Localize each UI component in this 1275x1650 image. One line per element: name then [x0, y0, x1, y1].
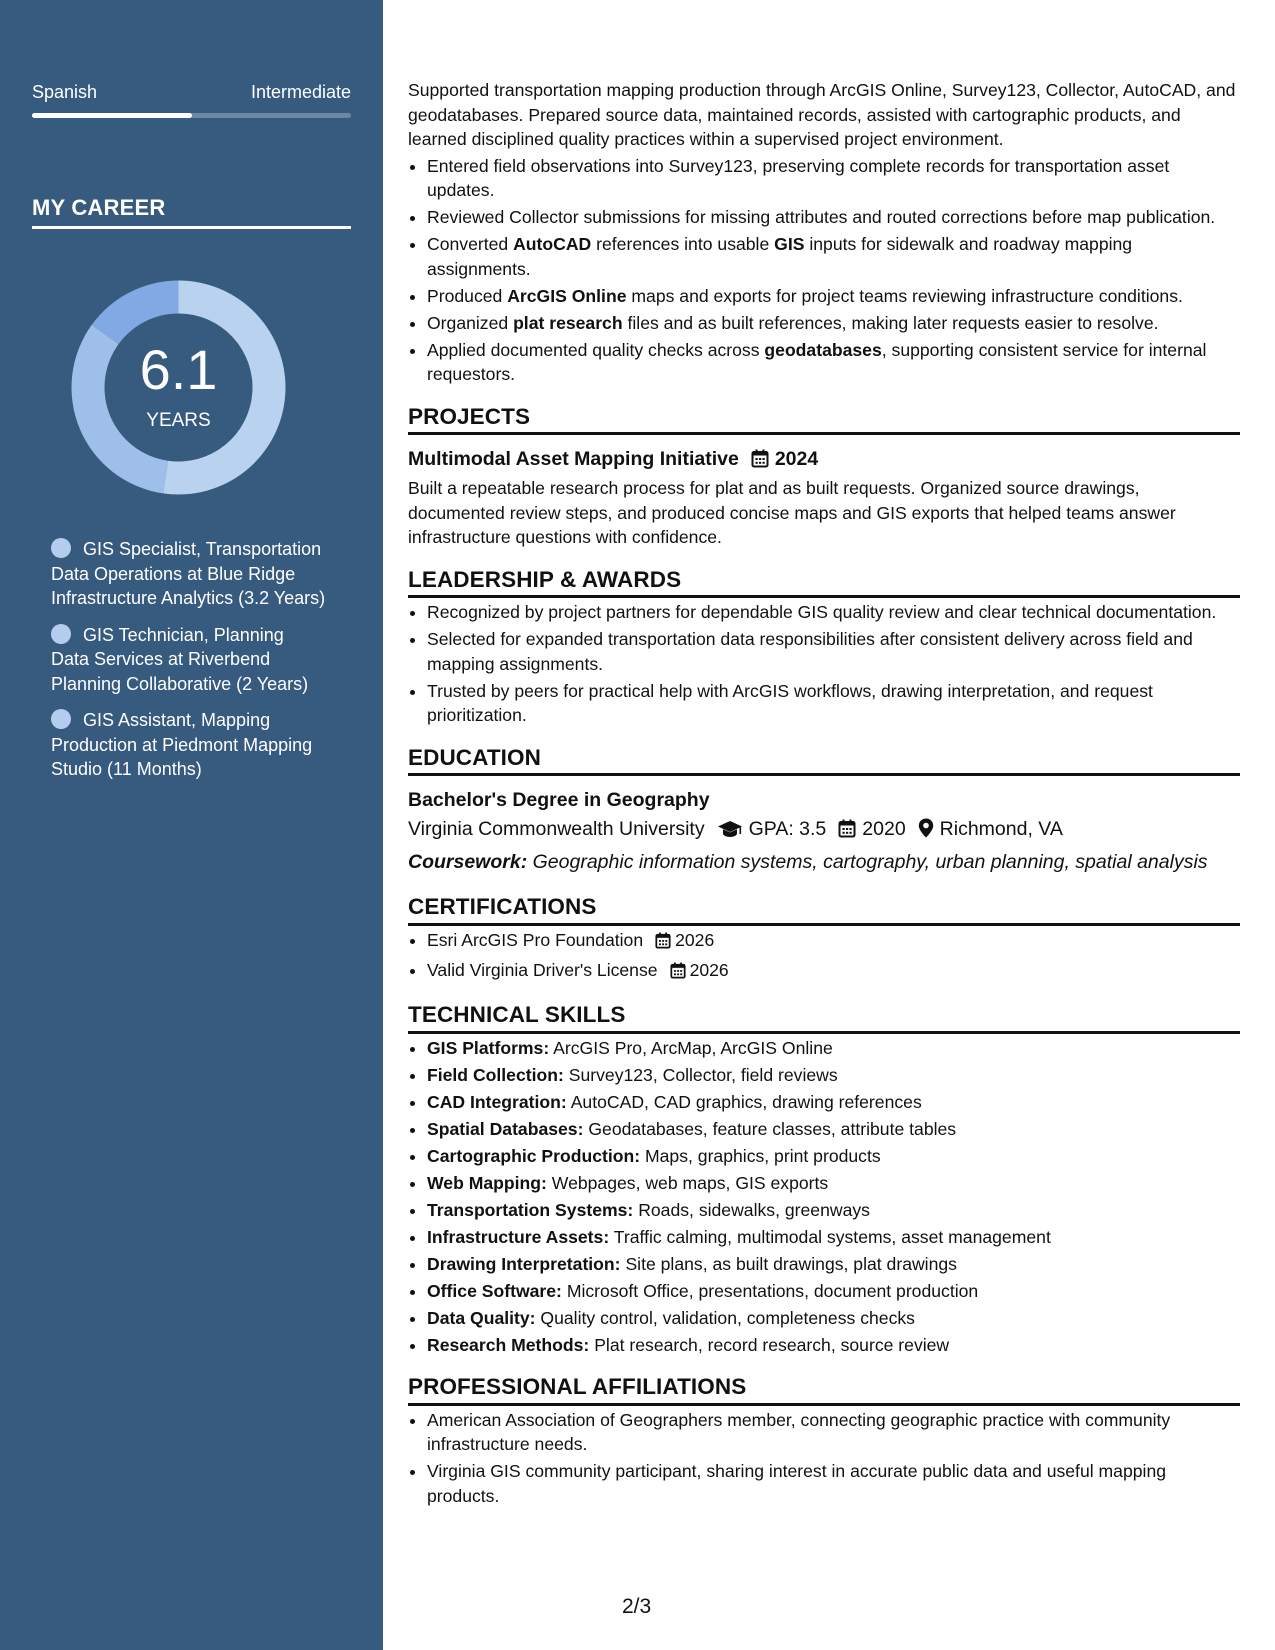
skill-label: Office Software:: [427, 1280, 562, 1301]
career-dot-icon: [51, 538, 71, 558]
career-item-text: GIS Specialist, Transportation Data Operations at Blue Ridge Infrastructure Analytics (3.2 Years): [51, 539, 326, 608]
bullet-keyword: AutoCAD: [513, 234, 592, 254]
skill-label: Infrastructure Assets:: [427, 1226, 610, 1247]
school-location: Richmond, VA: [939, 818, 1063, 840]
gpa: GPA: 3.5: [748, 818, 827, 840]
certification-item: [427, 928, 1240, 956]
skills-title: TECHNICAL SKILLS: [408, 1003, 1240, 1034]
leadership-section: [408, 568, 1240, 728]
education-section: [408, 746, 1240, 878]
main-content: [408, 78, 1240, 1511]
experience-bullet: [427, 205, 1240, 230]
skill-item: [427, 1306, 1240, 1331]
career-dot-icon: [51, 624, 71, 644]
experience-section: [408, 78, 1240, 387]
projects-section: [408, 405, 1240, 550]
skills-section: [408, 1003, 1240, 1357]
skill-label: Spatial Databases:: [427, 1118, 584, 1139]
bullet-text: Produced: [427, 285, 508, 306]
career-item-text: GIS Assistant, Mapping Production at Piedmont Mapping Studio (11 Months): [51, 710, 313, 779]
affiliations-title: PROFESSIONAL AFFILIATIONS: [408, 1375, 1240, 1406]
bullet-keyword: ArcGIS Online: [507, 285, 627, 306]
bullet-text: , supporting consistent service for internal requestors.: [427, 339, 1207, 384]
bullet-text: maps and exports for project teams reviewing infrastructure conditions.: [626, 285, 1183, 306]
leadership-title: LEADERSHIP & AWARDS: [408, 568, 1240, 599]
certification-name: Esri ArcGIS Pro Foundation: [427, 929, 644, 950]
coursework-text: Geographic information systems, cartography, urban planning, spatial analysis: [532, 851, 1208, 873]
experience-bullet: [427, 154, 1240, 203]
project-name: Multimodal Asset Mapping Initiative: [408, 448, 739, 470]
skill-item: [427, 1090, 1240, 1115]
experience-bullet: [427, 284, 1240, 309]
experience-bullets: [408, 154, 1240, 387]
skill-item: [427, 1198, 1240, 1223]
bullet-keyword: geodatabases: [764, 339, 882, 360]
location-pin-icon: [918, 817, 934, 847]
experience-bullet: [427, 338, 1240, 387]
skill-label: GIS Platforms:: [427, 1037, 550, 1058]
calendar-icon: [655, 931, 671, 956]
skill-label: Data Quality:: [427, 1307, 536, 1328]
affiliation-item: • American Association of Geographers member, connecting geographic practice with community infrastructure needs.: [427, 1408, 1240, 1457]
skill-value: Geodatabases, feature classes, attribute tables: [588, 1118, 957, 1139]
total-experience-value: 6.1: [139, 338, 218, 401]
skill-label: Drawing Interpretation:: [427, 1253, 621, 1274]
education-title: EDUCATION: [408, 746, 1240, 777]
skill-value: Microsoft Office, presentations, document production: [566, 1280, 979, 1301]
leadership-item: • Trusted by peers for practical help with ArcGIS workflows, drawing interpretation, and request prioritization.: [427, 679, 1240, 728]
bullet-keyword: GIS: [774, 234, 805, 254]
skill-value: Survey123, Collector, field reviews: [568, 1064, 838, 1085]
experience-bullet: [427, 311, 1240, 336]
skill-item: [427, 1252, 1240, 1277]
projects-title: PROJECTS: [408, 405, 1240, 436]
skill-item: [427, 1333, 1240, 1358]
certifications-section: [408, 895, 1240, 985]
career-item: [51, 708, 326, 782]
language-level: Intermediate: [250, 82, 351, 102]
experience-summary: Supported transportation mapping production through ArcGIS Online, Survey123, Collector, AutoCAD, and geodatabases. Prepared source data, maintained records, assisted with cartographic products, and learned disciplined quality practices within a supervised project environment.: [408, 80, 1236, 149]
career-item: [51, 623, 326, 697]
page-number: 2/3: [622, 1595, 652, 1618]
skill-value: Traffic calming, multimodal systems, asset management: [613, 1226, 1051, 1247]
skill-label: Cartographic Production:: [427, 1145, 641, 1166]
bullet-text: inputs for sidewalk and roadway mapping assignments.: [427, 234, 1133, 279]
skill-value: Roads, sidewalks, greenways: [638, 1199, 870, 1220]
career-section-title: MY CAREER: [32, 195, 166, 220]
skill-item: [427, 1063, 1240, 1088]
certifications-list: [408, 928, 1240, 986]
skill-value: Webpages, web maps, GIS exports: [551, 1172, 829, 1193]
school-name: Virginia Commonwealth University: [408, 818, 705, 840]
language-name: Spanish: [32, 82, 98, 102]
bullet-text: Converted: [427, 234, 514, 254]
skill-value: Site plans, as built drawings, plat drawings: [625, 1253, 957, 1274]
skill-item: [427, 1171, 1240, 1196]
skill-item: [427, 1225, 1240, 1250]
career-dot-icon: [51, 709, 71, 729]
education-details: [408, 814, 1240, 847]
skill-value: AutoCAD, CAD graphics, drawing references: [570, 1091, 922, 1112]
skill-value: Quality control, validation, completeness checks: [540, 1307, 915, 1328]
career-item: [51, 537, 326, 611]
experience-bullet: [427, 232, 1240, 281]
language-proficiency-fill: [32, 113, 192, 118]
coursework: [408, 847, 1240, 877]
bullet-text: references into usable: [591, 234, 775, 254]
certification-name: Valid Virginia Driver's License: [427, 959, 658, 980]
graduation-year: 2020: [862, 818, 906, 840]
language-proficiency-bar: [32, 113, 351, 118]
degree-name: Bachelor's Degree in Geography: [408, 789, 710, 811]
skill-value: Plat research, record research, source review: [594, 1334, 950, 1355]
calendar-icon: [838, 817, 856, 847]
graduation-cap-icon: [717, 817, 743, 847]
calendar-icon: [670, 961, 686, 986]
bullet-text: Reviewed Collector submissions for missing attributes and routed corrections before map publication.: [427, 207, 1216, 227]
calendar-icon: [751, 448, 769, 476]
bullet-text: Organized: [427, 312, 514, 333]
bullet-text: Applied documented quality checks across: [427, 339, 765, 360]
bullet-text: Entered field observations into Survey123, preserving complete records for transportation asset updates.: [427, 155, 1170, 200]
certification-item: [427, 958, 1240, 986]
skill-item: [427, 1279, 1240, 1304]
career-item-text: GIS Technician, Planning Data Services at Riverbend Planning Collaborative (2 Years): [51, 624, 309, 694]
skill-label: Transportation Systems:: [427, 1199, 634, 1220]
skill-label: CAD Integration:: [427, 1091, 567, 1112]
bullet-keyword: plat research: [513, 312, 623, 333]
certification-year: 2026: [689, 959, 729, 980]
leadership-list: [408, 600, 1240, 728]
language-row: [32, 82, 351, 103]
project-heading: [408, 445, 1240, 476]
skills-list: [408, 1036, 1240, 1358]
leadership-item: • Selected for expanded transportation data responsibilities after consistent delivery across field and mapping assignments.: [427, 627, 1240, 676]
skill-item: [427, 1117, 1240, 1142]
skill-item: [427, 1036, 1240, 1061]
sidebar: [0, 0, 383, 1650]
affiliations-section: [408, 1375, 1240, 1508]
skill-label: Research Methods:: [427, 1334, 590, 1355]
skill-item: [427, 1144, 1240, 1169]
skill-label: Web Mapping:: [427, 1172, 547, 1193]
certifications-title: CERTIFICATIONS: [408, 895, 1240, 926]
skill-value: ArcGIS Pro, ArcMap, ArcGIS Online: [553, 1037, 833, 1058]
leadership-item: • Recognized by project partners for dependable GIS quality review and clear technical documentation.: [427, 600, 1240, 625]
project-description: Built a repeatable research process for plat and as built requests. Organized source drawings, documented review steps, and produced concise maps and GIS exports that helped teams answer infrastructure questions with confidence.: [408, 478, 1176, 547]
career-section-rule: [32, 226, 351, 229]
affiliations-list: [408, 1408, 1240, 1509]
project-year: 2024: [774, 448, 819, 470]
career-list: [51, 537, 326, 794]
affiliation-item: • Virginia GIS community participant, sharing interest in accurate public data and useful mapping products.: [427, 1459, 1240, 1508]
total-experience-unit: YEARS: [146, 410, 211, 431]
skill-value: Maps, graphics, print products: [644, 1145, 881, 1166]
skill-label: Field Collection:: [427, 1064, 564, 1085]
bullet-text: files and as built references, making later requests easier to resolve.: [622, 312, 1159, 333]
certification-year: 2026: [675, 929, 715, 950]
coursework-label: Coursework:: [408, 851, 528, 873]
